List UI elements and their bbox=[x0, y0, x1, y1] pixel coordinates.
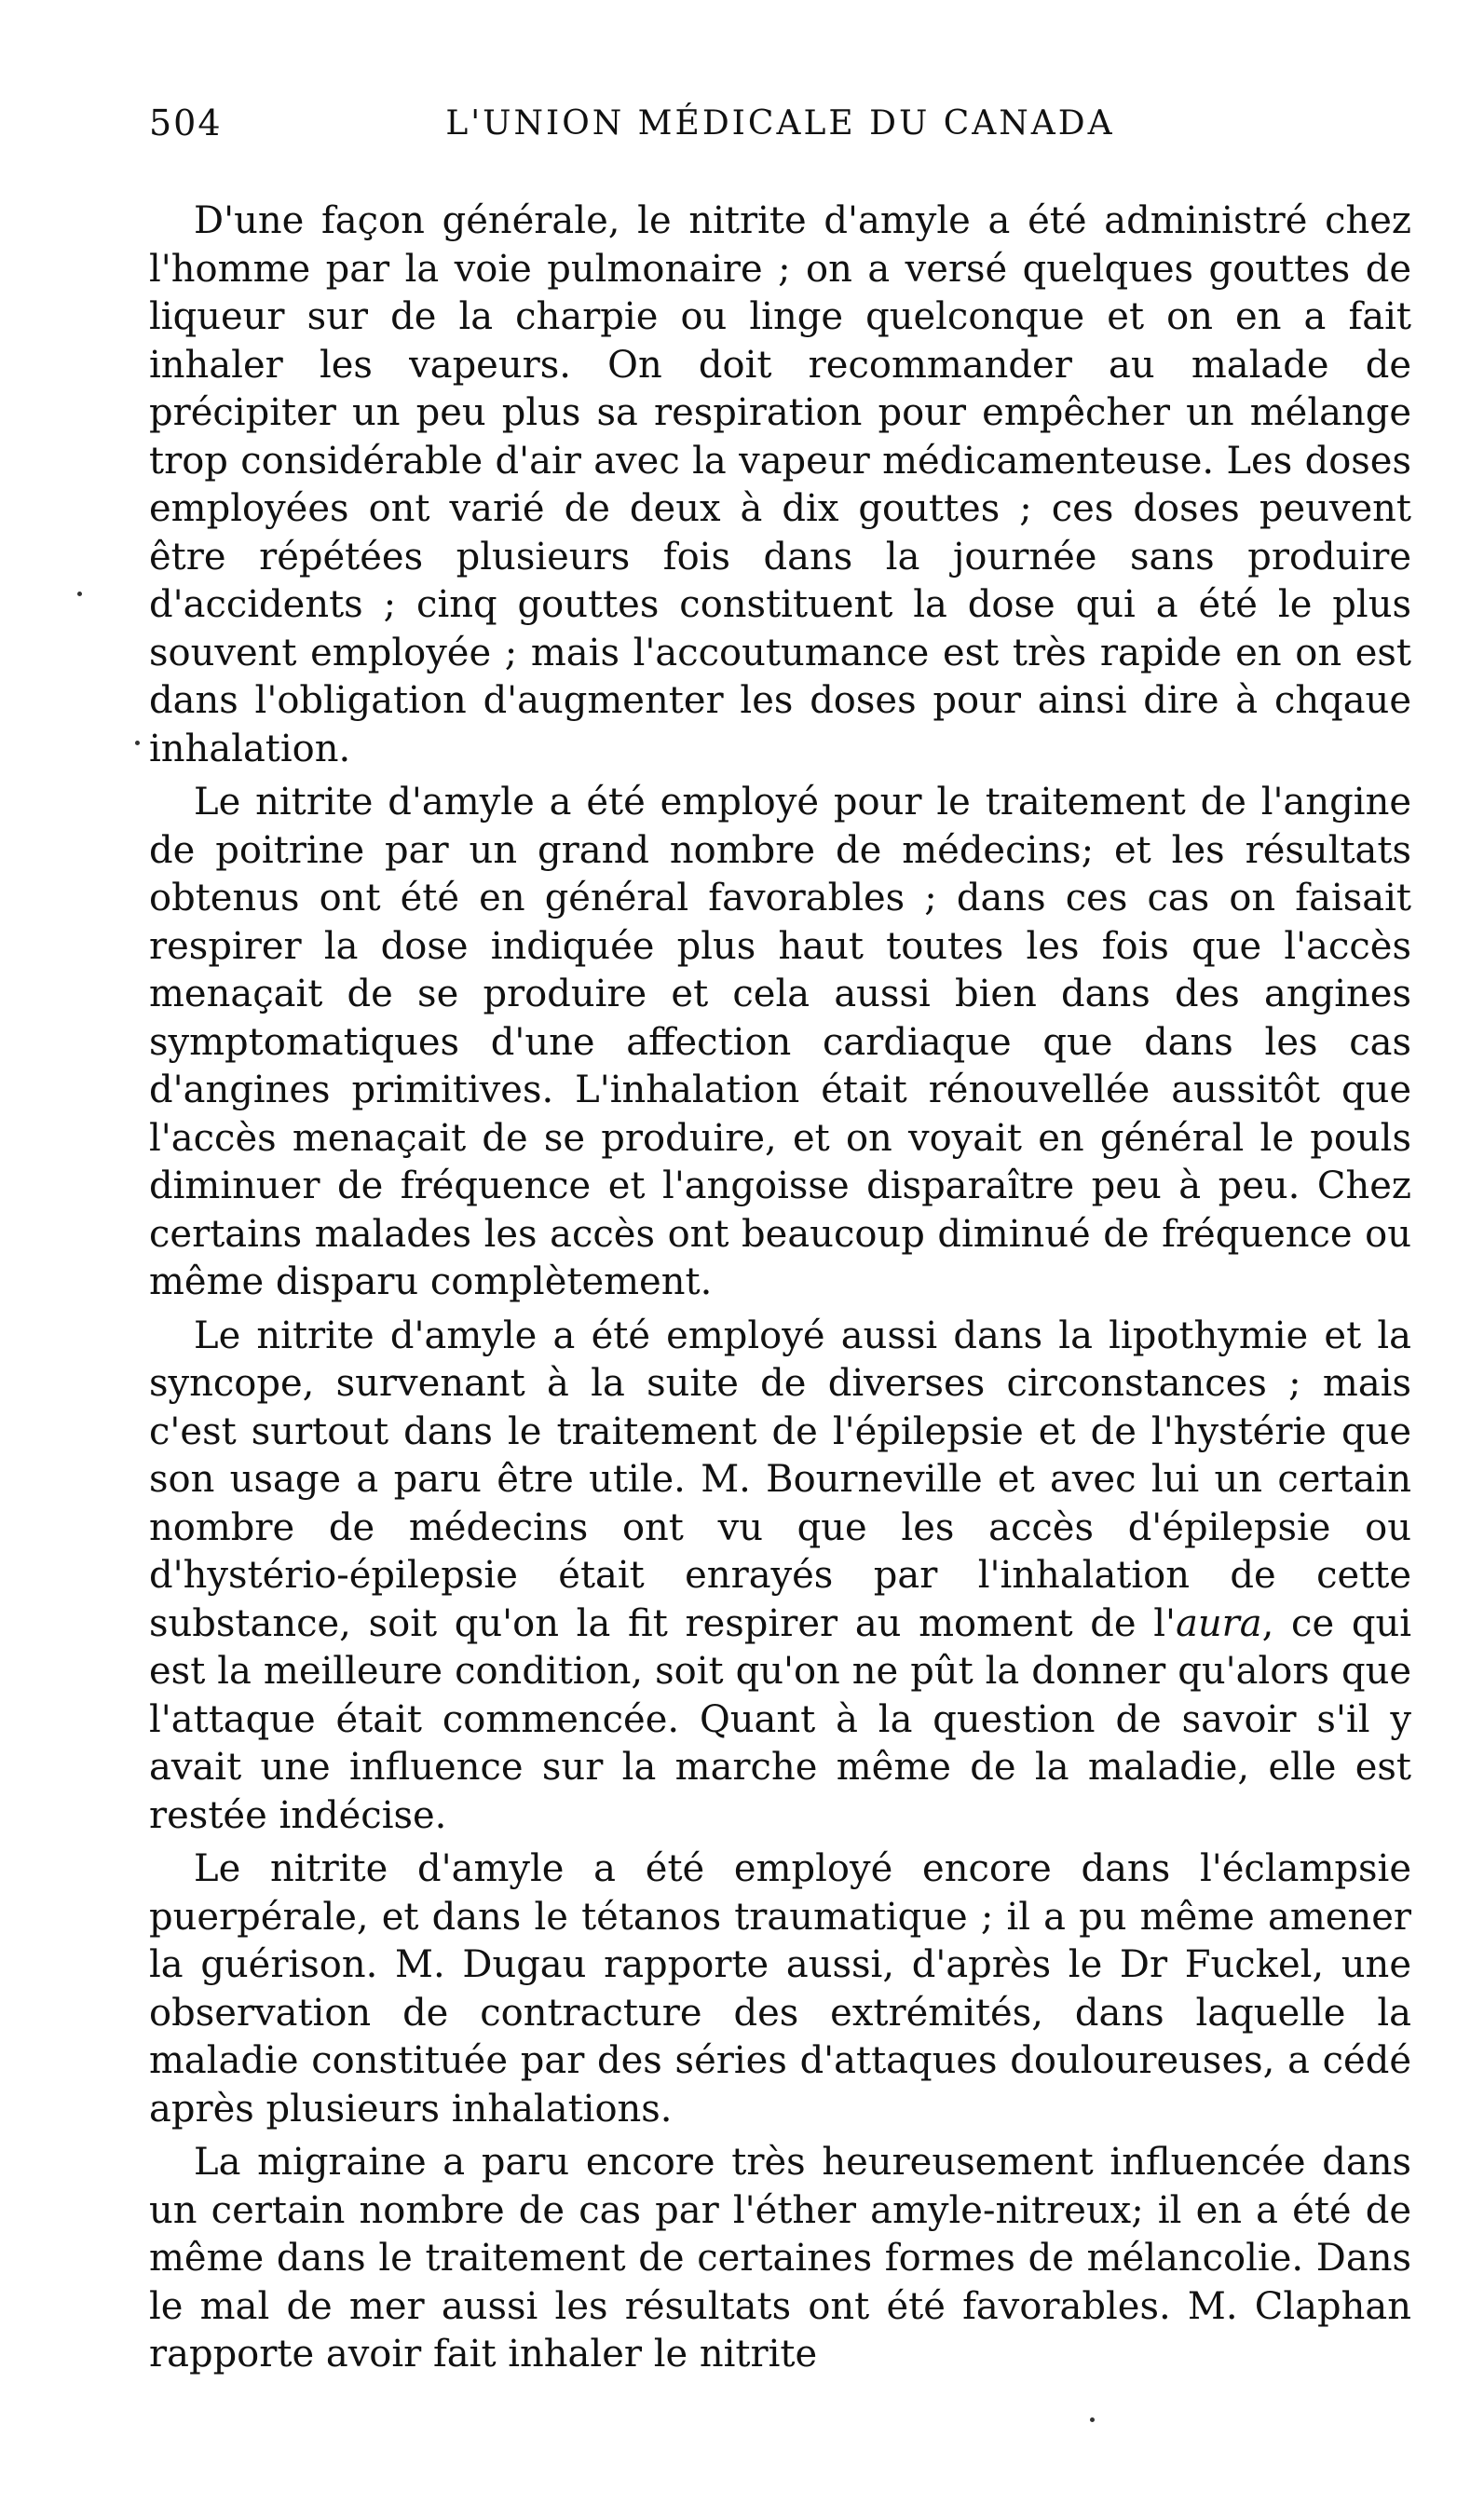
paragraph-text-continued: , ce qui est la meilleure condition, soit qu'on ne pût la donner qu'alors que l'attaque était commencée. Quant à la question de savoir s'il y avait une influence sur la marche même de la maladie, elle est restée indécise. bbox=[149, 1601, 1411, 1837]
paragraph-text: Le nitrite d'amyle a été employé aussi dans la lipothymie et la syncope, survenant à la suite de diverses circonstances ; mais c'est surtout dans le traitement de l'épilepsie et de l'hystérie que son usage a paru être utile. M. Bourneville et avec lui un certain nombre de médecins ont vu que les accès d'épilepsie ou d'hystério-épilepsie était enrayés par l'inhalation de cette substance, soit qu'on la fit respirer au moment de l' bbox=[149, 1314, 1411, 1645]
paragraph-migraine bbox=[149, 2139, 1411, 2379]
running-head bbox=[149, 93, 1411, 160]
paragraph-text: Le nitrite d'amyle a été employé pour le traitement de l'angine de poitrine par un grand nombre de médecins; et les résultats obtenus ont été en général favorables ; dans ces cas on faisait respirer la dose indiquée plus haut toutes les fois que l'accès menaçait de se produire et cela aussi bien dans des angines symptomatiques d'une affection cardiaque que dans les cas d'angines primitives. L'inhalation était rénouvellée aussitôt que l'accès menaçait de se produire, et on voyait en général le pouls diminuer de fréquence et l'angoisse disparaître peu à peu. Chez certains malades les accès ont beaucoup diminué de fréquence ou même disparu complètement. bbox=[149, 781, 1411, 1303]
body-text bbox=[149, 197, 1411, 2379]
paragraph-text: La migraine a paru encore très heureusement influencée dans un certain nombre de cas par l'éther amyle-nitreux; il en a été de même dans le traitement de certaines formes de mélancolie. Dans le mal de mer aussi les résultats ont été favorables. M. Claphan rapporte avoir fait inhaler le nitrite bbox=[149, 2141, 1411, 2376]
print-speck bbox=[135, 741, 140, 745]
page-number: 504 bbox=[149, 102, 223, 143]
print-speck bbox=[77, 592, 82, 596]
paragraph-eclampsie bbox=[149, 1845, 1411, 2133]
paragraph-epilepsie bbox=[149, 1313, 1411, 1841]
running-title: L'UNION MÉDICALE DU CANADA bbox=[445, 104, 1115, 143]
paragraph-angine bbox=[149, 779, 1411, 1307]
paragraph-text: D'une façon générale, le nitrite d'amyle a été administré chez l'homme par la voie pulmonaire ; on a versé quelques gouttes de liqueur sur de la charpie ou linge quelconque et on en a fait inhaler les vapeurs. On doit recommander au malade de précipiter un peu plus sa respiration pour empêcher un mélange trop considérable d'air avec la vapeur médicamenteuse. Les doses employées ont varié de deux à dix gouttes ; ces doses peuvent être répétées plusieurs fois dans la journée sans produire d'accidents ; cinq gouttes constituent la dose qui a été le plus souvent employée ; mais l'accoutumance est très rapide en on est dans l'obligation d'augmenter les doses pour ainsi dire à chqaue inhalation. bbox=[149, 199, 1411, 770]
book-page bbox=[149, 93, 1411, 2478]
paragraph-inhalation-method bbox=[149, 197, 1411, 773]
paragraph-text: Le nitrite d'amyle a été employé encore dans l'éclampsie puerpérale, et dans le tétanos traumatique ; il a pu même amener la guérison. M. Dugau rapporte aussi, d'après le Dr Fuckel, une observation de contracture des extrémités, dans laquelle la maladie constituée par des séries d'attaques douloureuses, a cédé après plusieurs inhalations. bbox=[149, 1847, 1411, 2131]
italic-term: aura bbox=[1176, 1601, 1262, 1645]
print-speck bbox=[1090, 2417, 1095, 2422]
